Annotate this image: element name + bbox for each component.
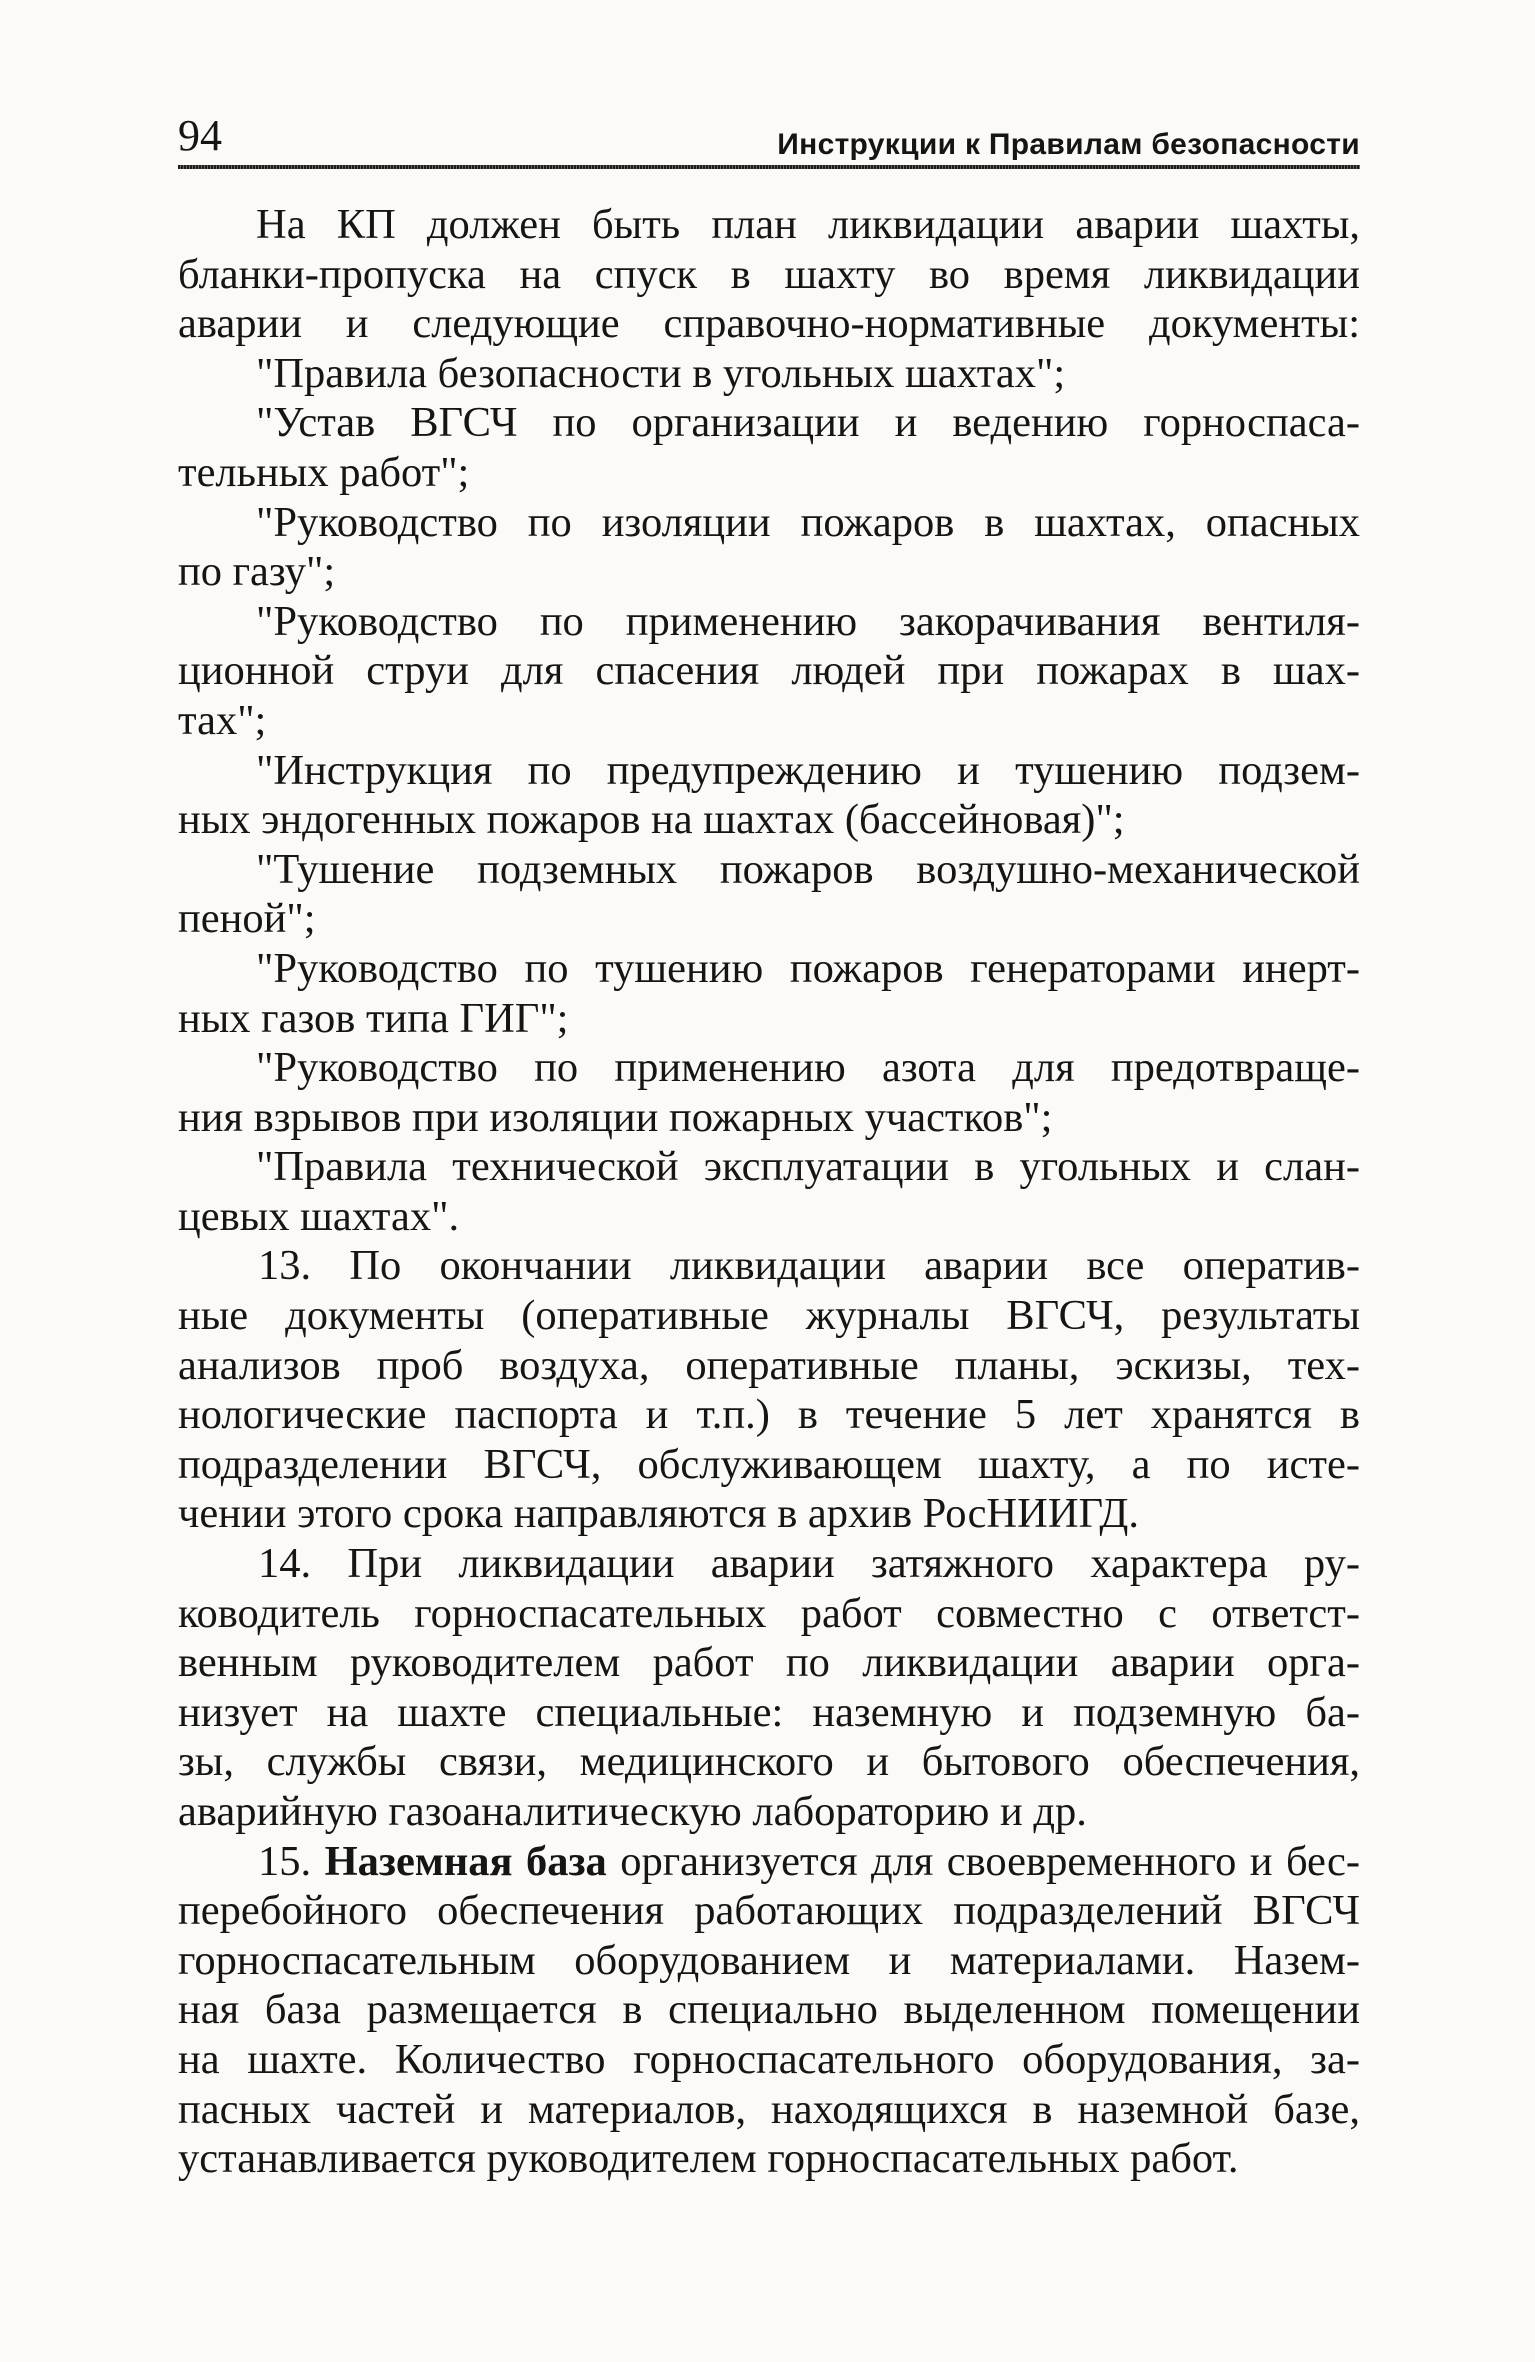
text-line: ных газов типа ГИГ"; bbox=[178, 994, 569, 1042]
text-line: цевых шахтах". bbox=[178, 1192, 460, 1240]
page-number: 94 bbox=[178, 111, 222, 160]
text-line: ные документы (оперативные журналы ВГСЧ, результаты bbox=[178, 1292, 1360, 1340]
text-line: горноспасательным оборудованием и материалами. Назем- bbox=[178, 1936, 1360, 1984]
text-line: перебойного обеспечения работающих подразделений ВГСЧ bbox=[178, 1887, 1360, 1935]
text-line: "Устав ВГСЧ по организации и ведению горноспаса- bbox=[256, 399, 1360, 447]
text-line: по газу"; bbox=[178, 548, 336, 596]
text-line: анализов проб воздуха, оперативные планы, эскизы, тех- bbox=[178, 1341, 1360, 1389]
text-line: аварийную газоаналитическую лабораторию и др. bbox=[178, 1788, 1087, 1835]
bold-term: Наземная база bbox=[324, 1837, 607, 1885]
text-line: чении этого срока направляются в архив РосНИИГД. bbox=[178, 1490, 1139, 1538]
text-line: "Руководство по изоляции пожаров в шахтах, опасных bbox=[256, 498, 1360, 546]
paragraph-number: 15. bbox=[258, 1837, 325, 1885]
text-line: на шахте. Количество горноспасательного оборудования, за- bbox=[178, 2035, 1360, 2083]
text-line: пасных частей и материалов, находящихся в наземной базе, bbox=[178, 2085, 1360, 2133]
text-line: тах"; bbox=[178, 696, 267, 744]
text-line: ния взрывов при изоляции пожарных участков"; bbox=[178, 1093, 1053, 1141]
text-line: венным руководителем работ по ликвидации аварии орга- bbox=[178, 1639, 1360, 1687]
running-title: Инструкции к Правилам безопасности bbox=[777, 128, 1360, 161]
text-line: устанавливается руководителем горноспасательных работ. bbox=[178, 2135, 1239, 2183]
text-line: "Руководство по тушению пожаров генераторами инерт- bbox=[256, 944, 1360, 992]
text-line: "Тушение подземных пожаров воздушно-механической bbox=[256, 845, 1360, 893]
text-line: подразделении ВГСЧ, обслуживающем шахту, а по исте- bbox=[178, 1440, 1360, 1488]
text-line: ководитель горноспасательных работ совместно с ответст- bbox=[178, 1589, 1360, 1637]
text-fragment: организуется для своевременного и бес- bbox=[606, 1837, 1360, 1885]
text-line: пеной"; bbox=[178, 895, 316, 943]
text-line: 14. При ликвидации аварии затяжного характера ру- bbox=[258, 1540, 1360, 1588]
text-line: ных эндогенных пожаров на шахтах (бассейновая)"; bbox=[178, 796, 1125, 844]
text-line: "Руководство по применению закорачивания вентиля- bbox=[256, 597, 1360, 645]
text-line: аварии и следующие справочно-нормативные документы: bbox=[178, 300, 1360, 348]
body-text bbox=[178, 200, 1360, 2184]
text-line: бланки-пропуска на спуск в шахту во время ликвидации bbox=[178, 250, 1360, 298]
text-line: "Инструкция по предупреждению и тушению подзем- bbox=[256, 746, 1360, 794]
text-line: зы, службы связи, медицинского и бытового обеспечения, bbox=[178, 1738, 1360, 1786]
text-line: На КП должен быть план ликвидации аварии шахты, bbox=[256, 201, 1360, 248]
text-line: 13. По окончании ликвидации аварии все оператив- bbox=[258, 1242, 1360, 1290]
text-line: "Правила безопасности в угольных шахтах"; bbox=[256, 349, 1066, 397]
text-line: ционной струи для спасения людей при пожарах в шах- bbox=[178, 647, 1360, 695]
text-line: нологические паспорта и т.п.) в течение 5 лет хранятся в bbox=[178, 1391, 1360, 1439]
text-line: "Руководство по применению азота для предотвраще- bbox=[256, 1044, 1360, 1092]
paragraph-15-first-line bbox=[178, 1837, 1360, 1887]
text-line: низует на шахте специальные: наземную и подземную ба- bbox=[178, 1688, 1360, 1736]
header-rule bbox=[178, 165, 1360, 169]
text-line: "Правила технической эксплуатации в угольных и слан- bbox=[256, 1143, 1360, 1191]
text-line: тельных работ"; bbox=[178, 448, 470, 496]
page-header bbox=[178, 108, 1360, 168]
text-line: ная база размещается в специально выделенном помещении bbox=[178, 1986, 1360, 2034]
